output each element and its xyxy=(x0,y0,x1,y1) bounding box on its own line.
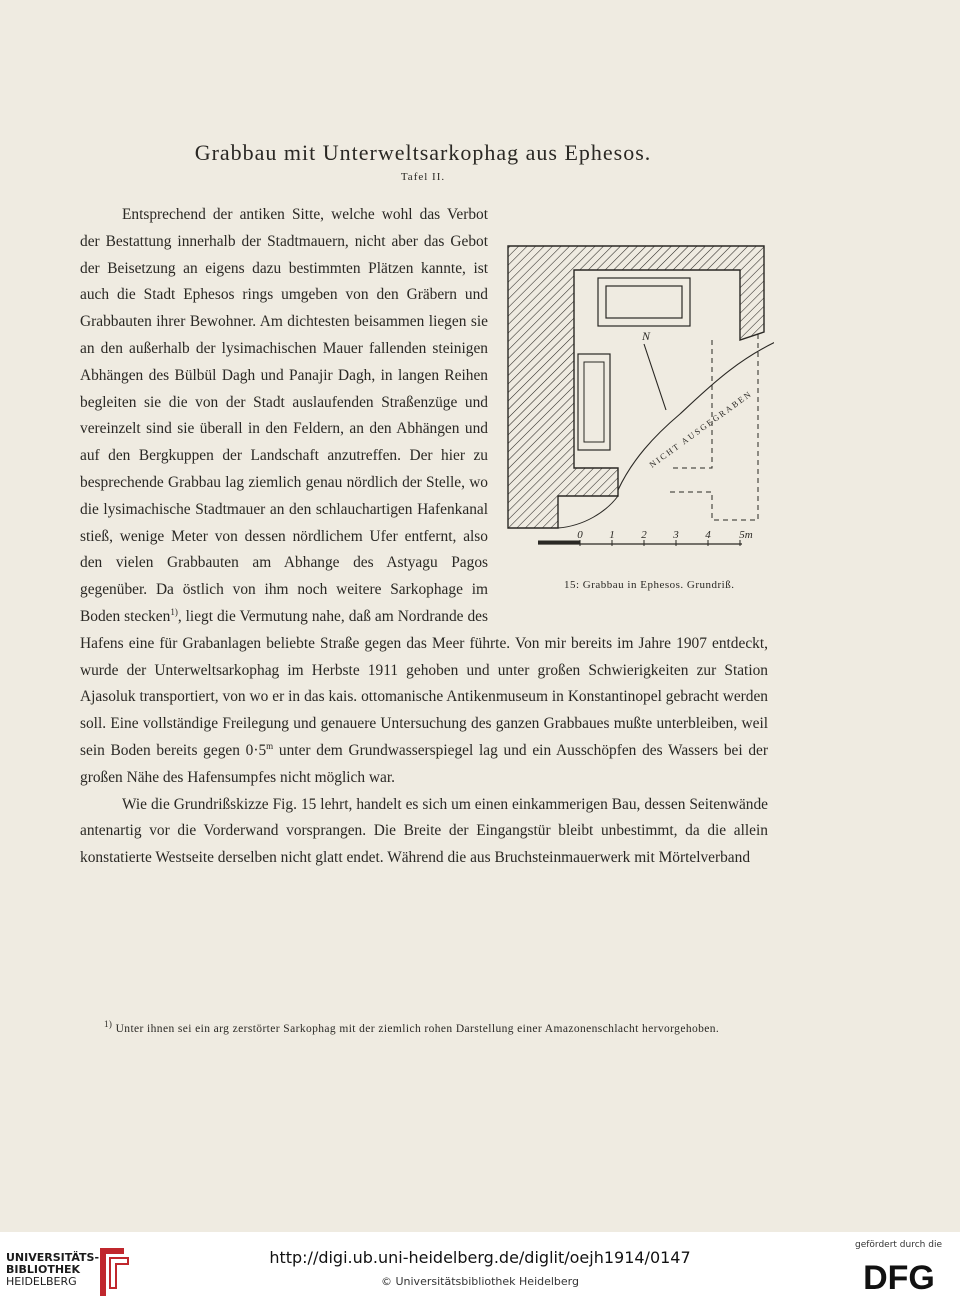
paragraph-1-continued: , liegt die Vermutung nahe, daß am Nordrande des Hafens eine für Grabanlagen beliebte Straße gegen das Meer führte. Von mir bereits im Jahre 1907 entdeckt, wurde der Unterweltsarkophag im Herbste 1911 gehoben und unter großen Schwierigkeiten zur Station Ajasoluk transportiert, von wo er in das kais. ottomanische Antikenmuseum in Konstantinopel gebracht werden soll. Eine vollständige Freilegung und genauere Untersuchung des ganzen Grabbaues mußte unterbleiben, weil sein Boden bereits gegen 0·5 xyxy=(80,607,768,759)
excavation-line xyxy=(618,338,774,490)
scale-label-5m: 5m xyxy=(739,529,753,541)
paragraph-1-text: Entsprechend der antiken Sitte, welche wohl das Verbot der Bestattung innerhalb der Stadtmauern, nicht aber das Gebot der Beisetzung an eigens dazu bestimmten Plätzen kannte, ist auch die Stadt Ephesos rings umgeben von den Gräbern und Grabbauten ihrer Bewohner. Am dichtesten beisammen liegen sie an den außerhalb der lysimachischen Mauer fallenden steinigen Abhängen des Bülbül Dagh und Panajir Dagh, in langen Reihen begleiten sie die von der Stadt auslaufenden Straßenzüge und vereinzelt sind sie überall in den Feldern, an den Abhängen und auf den Bergkuppen der Landschaft anzutreffen. Der hier zu besprechende Grabbau lag ziemlich genau nördlich der Stelle, wo die lysimachische Stadtmauer an den schlauchartigen Hafenkanal stieß, wenige Meter von dessen nördlichem Ufer entfernt, also den vielen Grabbauten am Abhange des Astyagu Pagos gegenüber. Da östlich von ihm noch weitere Sarkophage im Boden stecken xyxy=(80,206,488,625)
scale-label-3: 3 xyxy=(673,529,679,541)
ground-plan-drawing xyxy=(494,228,774,568)
footer-bar xyxy=(0,1232,960,1304)
sarcophagus-left xyxy=(578,354,610,450)
figure-15 xyxy=(500,228,768,610)
footnote-number: 1) xyxy=(104,1019,113,1030)
copyright: © Universitätsbibliothek Heidelberg xyxy=(380,1275,579,1288)
unit-meter: m xyxy=(266,740,274,751)
north-arrow xyxy=(644,344,666,410)
page-url-link[interactable]: http://digi.ub.uni-heidelberg.de/diglit/oejh1914/0147 xyxy=(269,1248,691,1267)
funding-note: gefördert durch die xyxy=(855,1240,942,1250)
unexcavated-outline xyxy=(670,334,758,520)
scale-label-2: 2 xyxy=(641,529,647,541)
paragraph-1 xyxy=(80,202,768,792)
footnote-text: Unter ihnen sei ein arg zerstörter Sarkophag mit der ziemlich rohen Darstellung einer Amazonenschlacht hervorgehoben. xyxy=(112,1023,720,1035)
dfg-logo-icon xyxy=(854,1258,944,1294)
body-text xyxy=(80,202,768,872)
sarcophagus-upper xyxy=(598,278,690,326)
scale-label-0: 0 xyxy=(577,529,583,541)
footnote-marker: 1) xyxy=(170,606,178,617)
footnote xyxy=(80,1020,768,1038)
plate-reference: Tafel II. xyxy=(400,171,446,183)
wall-mass xyxy=(508,246,764,528)
paragraph-2: Wie die Grundrißskizze Fig. 15 lehrt, handelt es sich um einen einkammerigen Bau, dessen Seitenwände antenartig vor die Vorderwand vorsprangen. Die Breite der Eingangstür bleibt unbestimmt, da die allein konstatierte Westseite derselben nicht glatt endet. Während die aus Bruchsteinmauerwerk mit Mörtelverband xyxy=(80,795,768,867)
article-title: Grabbau mit Unterweltsarkophag aus Ephesos. xyxy=(194,140,652,165)
north-label: N xyxy=(642,329,651,343)
library-name: UNIVERSITÄTS- BIBLIOTHEK HEIDELBERG xyxy=(6,1251,100,1288)
scale-label-1: 1 xyxy=(609,529,615,541)
not-excavated-label: NICHT AUSGEGRABEN xyxy=(647,388,755,470)
scale-label-4: 4 xyxy=(705,529,711,541)
dfg-text: DFG xyxy=(863,1259,935,1294)
paragraph-1-end: unter dem Grundwasserspiegel lag und ein Ausschöpfen des Wassers bei der großen Nähe des Hafensumpfes nicht möglich war. xyxy=(80,741,769,786)
figure-caption: 15: Grabbau in Ephesos. Grundriß. xyxy=(564,579,735,591)
